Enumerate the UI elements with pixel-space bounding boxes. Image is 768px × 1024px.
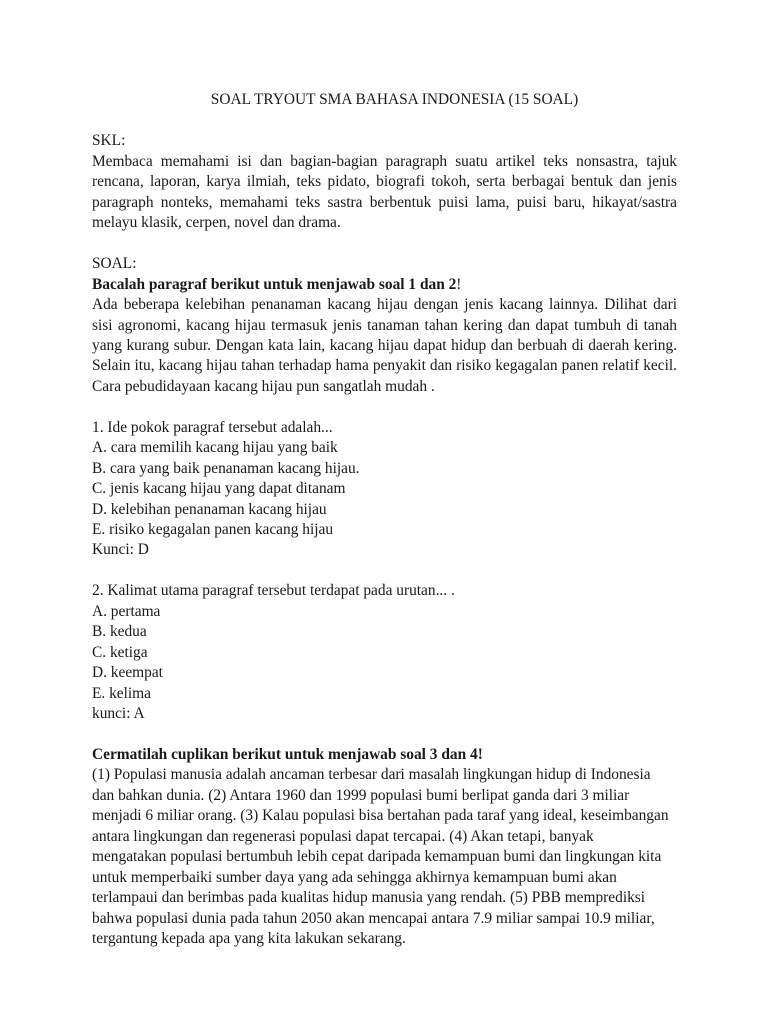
option-a: A. cara memilih kacang hijau yang baik [92, 439, 338, 457]
answer-key: kunci: A [92, 705, 145, 723]
question-text: 2. Kalimat utama paragraf tersebut terdapat pada urutan... . [92, 582, 455, 600]
skl-label: SKL: [92, 132, 126, 150]
skl-text: Membaca memahami isi dan bagian-bagian paragraph suatu artikel teks nonsastra, tajuk rencana, laporan, karya ilmiah, teks pidato, biografi tokoh, serta berbagai bentuk dan jenis paragraph nonteks, memahami teks sastra berbentuk puisi lama, puisi baru, hikayat/sastra melayu klasik, cerpen, novel dan drama. [92, 152, 677, 232]
section1-instruction [92, 275, 677, 295]
section1-instruction-bold: Bacalah paragraf berikut untuk menjawab soal 1 dan 2 [92, 275, 457, 293]
spacer [92, 234, 677, 254]
section2-passage [92, 765, 669, 949]
section1-instruction-suffix: ! [456, 275, 462, 293]
passage-line: mengatakan populasi bertumbuh lebih cepat daripada kemampuan bumi dan lingkungan kita [92, 848, 662, 866]
option-e: E. kelima [92, 684, 151, 702]
passage-line: tergantung kepada apa yang kita lakukan sekarang. [92, 930, 406, 948]
soal-label: SOAL: [92, 255, 137, 273]
passage-line: bahwa populasi dunia pada tahun 2050 akan mencapai antara 7.9 miliar sampai 10.9 miliar, [92, 909, 655, 927]
section2-instruction: Cermatilah cuplikan berikut untuk menjawab soal 3 dan 4! [92, 745, 483, 763]
passage-line: untuk memperbaiki sumber daya yang ada sehingga akhirnya kemampuan bumi akan [92, 868, 617, 886]
passage-line: antara lingkungan dan regenerasi populasi dapat tercapai. (4) Akan tetapi, banyak [92, 827, 594, 845]
document-title: SOAL TRYOUT SMA BAHASA INDONESIA (15 SOAL) [210, 91, 579, 108]
question-1 [92, 418, 677, 561]
document-page [92, 90, 677, 950]
question-2 [92, 581, 677, 724]
section1-passage: Ada beberapa kelebihan penanaman kacang hijau dengan jenis kacang lainnya. Dilihat dari sisi agronomi, kacang hijau termasuk jenis tanaman tahan kering dan dapat tumbuh di tanah yang kurang subur. Dengan kata lain, kacang hijau dapat hidup dan berbuah di daerah kering. Selain itu, kacang hijau tahan terhadap hama penyakit dan risiko kegagalan panen relatif kecil. Cara pebudidayaan kacang hijau pun sangatlah mudah . [92, 296, 677, 395]
passage-line: menjadi 6 miliar orang. (3) Kalau populasi bisa bertahan pada taraf yang ideal, keseimbangan [92, 807, 669, 825]
passage-line: (1) Populasi manusia adalah ancaman terbesar dari masalah lingkungan hidup di Indonesia [92, 766, 651, 784]
option-c: C. ketiga [92, 643, 148, 661]
option-c: C. jenis kacang hijau yang dapat ditanam [92, 480, 346, 498]
option-a: A. pertama [92, 602, 161, 620]
answer-key: Kunci: D [92, 541, 149, 559]
spacer [92, 561, 677, 581]
passage-line: terlampaui dan berimbas pada kualitas hidup manusia yang rendah. (5) PBB memprediksi [92, 889, 646, 907]
option-b: B. kedua [92, 623, 147, 641]
option-b: B. cara yang baik penanaman kacang hijau. [92, 459, 360, 477]
question-text: 1. Ide pokok paragraf tersebut adalah... [92, 418, 333, 436]
spacer [92, 397, 677, 417]
option-d: D. keempat [92, 664, 163, 682]
spacer [92, 725, 677, 745]
passage-line: dan bahkan dunia. (2) Antara 1960 dan 1999 populasi bumi berlipat ganda dari 3 miliar [92, 786, 630, 804]
option-e: E. risiko kegagalan panen kacang hijau [92, 521, 334, 539]
option-d: D. kelebihan penanaman kacang hijau [92, 500, 327, 518]
